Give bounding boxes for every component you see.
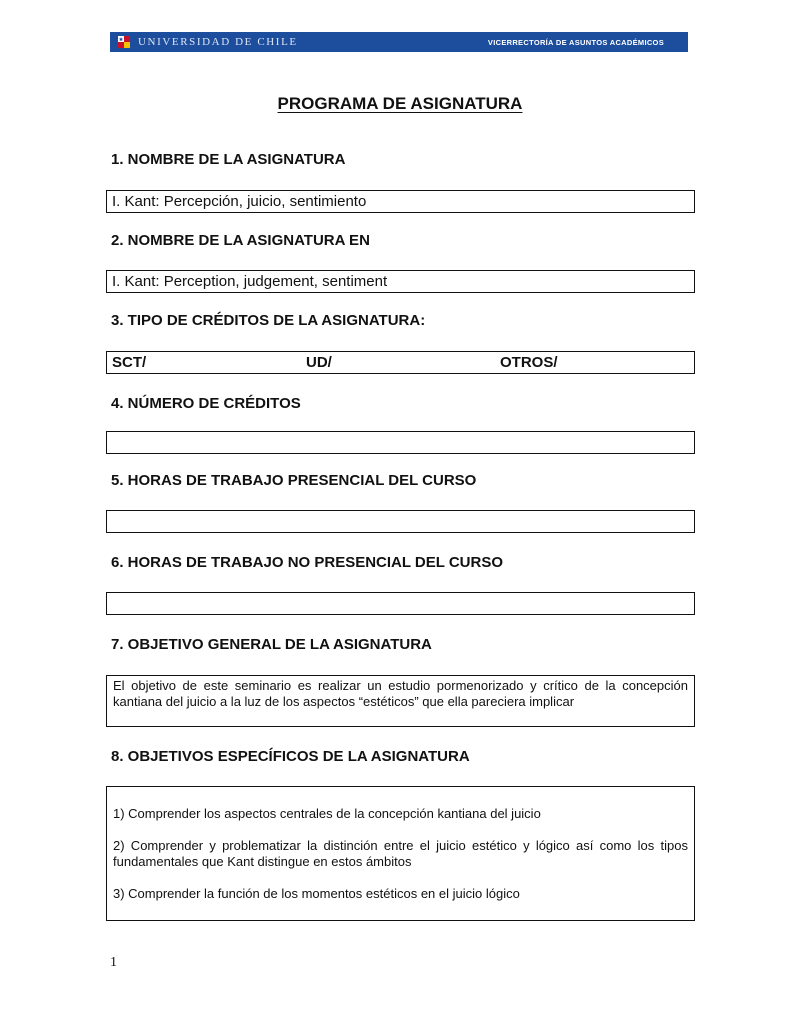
general-objective-text: El objetivo de este seminario es realizar un estudio pormenorizado y crítico de la concepción kantiana del juicio a la luz de los aspectos “estéticos” que ella pareciera implicar [113, 678, 688, 709]
credit-sct-label: SCT/ [112, 354, 147, 371]
section-7-heading: 7. OBJETIVO GENERAL DE LA ASIGNATURA [111, 636, 432, 653]
course-name-english-box [106, 270, 695, 293]
section-5-heading: 5. HORAS DE TRABAJO PRESENCIAL DEL CURSO [111, 472, 477, 489]
credit-number-box [106, 431, 695, 454]
general-objective-box [106, 675, 695, 727]
specific-objectives-box [106, 786, 695, 921]
specific-objective-item: 3) Comprender la función de los momentos estéticos en el juicio lógico [113, 886, 520, 901]
vice-rectorate-name: VICERRECTORÍA DE ASUNTOS ACADÉMICOS [487, 37, 664, 47]
university-name: UNIVERSIDAD DE CHILE [138, 36, 298, 48]
section-6-heading: 6. HORAS DE TRABAJO NO PRESENCIAL DEL CURSO [111, 554, 503, 571]
header-banner [110, 32, 688, 52]
university-crest-icon [116, 34, 132, 50]
specific-objective-item: 2) Comprender y problematizar la distinción entre el juicio estético y lógico así como los tipos fundamentales que Kant distingue en estos ámbitos [113, 838, 688, 869]
section-3-heading: 3. TIPO DE CRÉDITOS DE LA ASIGNATURA: [111, 312, 426, 329]
credit-ud-label: UD/ [306, 354, 332, 371]
presential-hours-box [106, 510, 695, 533]
section-4-heading: 4. NÚMERO DE CRÉDITOS [111, 395, 301, 412]
section-2-heading: 2. NOMBRE DE LA ASIGNATURA EN [111, 232, 370, 249]
specific-objective-item: 1) Comprender los aspectos centrales de la concepción kantiana del juicio [113, 806, 541, 821]
course-name-box [106, 190, 695, 213]
page-number: 1 [110, 955, 117, 970]
course-name-english-value: I. Kant: Perception, judgement, sentiment [112, 273, 388, 290]
non-presential-hours-box [106, 592, 695, 615]
course-name-value: I. Kant: Percepción, juicio, sentimiento [112, 193, 367, 210]
page-title: PROGRAMA DE ASIGNATURA [277, 94, 523, 113]
credit-otros-label: OTROS/ [500, 354, 558, 371]
section-8-heading: 8. OBJETIVOS ESPECÍFICOS DE LA ASIGNATURA [111, 748, 470, 765]
section-1-heading: 1. NOMBRE DE LA ASIGNATURA [111, 151, 346, 168]
credit-type-box [106, 351, 695, 374]
